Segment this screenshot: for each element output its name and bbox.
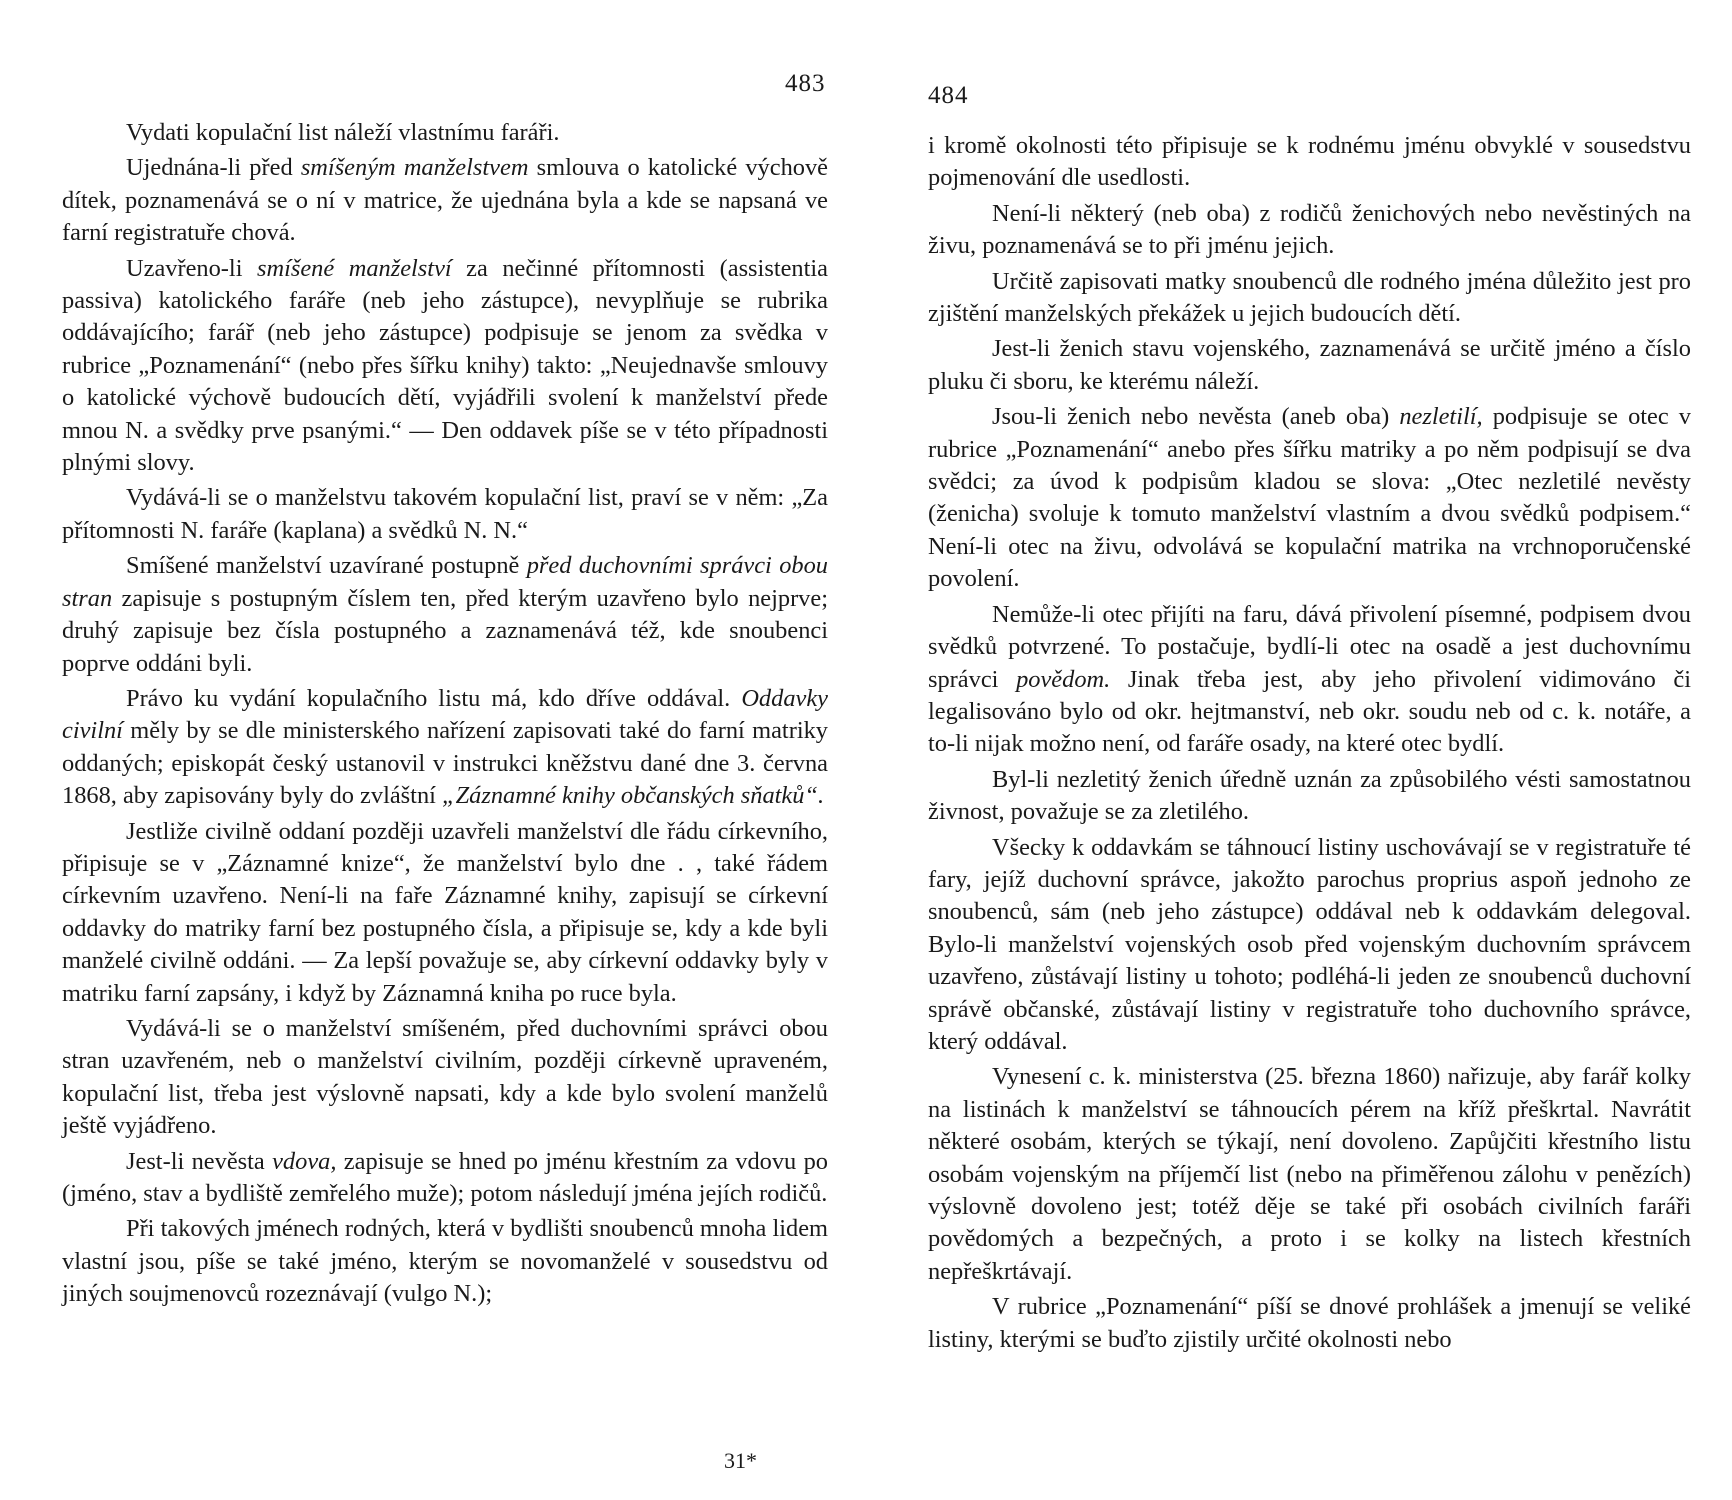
paragraph: Smíšené manželství uzavírané postupně před duchovními správci obou stran zapisuje s postupným číslem ten, před kterým uzavřeno bylo nejprve; druhý zapisuje bez čísla postupného a zaznamenává též, kde snoubenci poprve oddáni byli.: [62, 552, 828, 677]
paragraph: Vydává-li se o manželství smíšeném, před duchovními správci obou stran uzavřeném, neb o manželství civilním, později církevně upraveném, kopulační list, třeba jest výslovně napsati, kdy a kde bylo svolení manželů ještě vyjádřeno.: [62, 1014, 828, 1140]
italic-phrase: nezletilí,: [1399, 403, 1483, 431]
paragraph: Ujednána-li před smíšeným manželstvem smlouva o katolické výchově dítek, poznamenává se o ní v matrice, že ujednána byla a kde se napsaná ve farní registratuře chová.: [62, 154, 828, 247]
italic-phrase: „Záznamné knihy občanských sňatků“.: [442, 782, 825, 810]
italic-phrase: smíšeným manželstvem: [300, 154, 529, 182]
paragraph: Vynesení c. k. ministerstva (25. března 1860) nařizuje, aby farář kolky na listinách k manželství se táhnoucích pérem na kříž přeškrtal. Navrátit některé osobám, kterých se týkají, není dovoleno. Zapůjčiti křestního listu osobám vojenským na příjemčí list (nebo na přiměřenou zálohu v penězích) výslovně dovoleno jest; totéž děje se také při osobách civilních faráři povědomých a bezpečných, a proto i se kolky na listech křestních nepřeškrtávají.: [928, 1063, 1691, 1285]
paragraph: Právo ku vydání kopulačního listu má, kdo dříve oddával. Oddavky civilní měly by se dle ministerského nařízení zapisovati také do farní matriky oddaných; episkopát český ustanovil v instrukci kněžstvu dané dne 3. června 1868, aby zapisovány byly do zvláštní „Záznamné knihy občanských sňatků“.: [62, 684, 828, 810]
paragraph: Všecky k oddavkám se táhnoucí listiny uschovávají se v registratuře té fary, jejíž duchovní správce, jakožto parochus proprius aspoň jednoho ze snoubenců, sám (neb jeho zástupce) oddával neb k oddavkám delegoval. Bylo-li manželství vojenských osob před vojenským duchovním správcem uzavřeno, zůstávají listiny u tohoto; podléhá-li jeden ze snoubenců duchovní správě občanské, zůstávají listiny v registratuře toho duchovního správce, který oddával.: [928, 833, 1691, 1055]
page-body: [62, 117, 828, 1314]
page-body: [928, 130, 1691, 1359]
paragraph: Vydává-li se o manželstvu takovém kopulační list, praví se v něm: „Za přítomnosti N. faráře (kaplana) a svědků N. N.“: [62, 484, 828, 544]
paragraph: Jest-li nevěsta vdova, zapisuje se hned po jménu křestním za vdovu po (jméno, stav a bydliště zemřelého muže); potom následují jména jejích rodičů.: [62, 1147, 828, 1207]
paragraph: Vydati kopulační list náleží vlastnímu faráři.: [126, 119, 560, 146]
paragraph: Jsou-li ženich nebo nevěsta (aneb oba) nezletilí, podpisuje se otec v rubrice „Poznamenání“ anebo přes šířku matriky a po něm podpisují se dva svědci; za úvod k podpisům kladou se slova: „Otec nezletilé nevěsty (ženicha) svoluje k tomuto manželství vlastním a dvou svědků podpisem.“ Není-li otec na živu, odvolává se kopulační matrika na vrchnoporučenské povolení.: [928, 403, 1691, 593]
paragraph: Při takových jménech rodných, která v bydlišti snoubenců mnoha lidem vlastní jsou, píše se také jméno, kterým se novomanželé v sousedstvu od jiných soujmenovců rozeznávají (vulgo N.);: [62, 1215, 828, 1308]
paragraph: i kromě okolnosti této připisuje se k rodnému jménu obvyklé v sousedstvu pojmenování dle usedlosti.: [928, 132, 1691, 192]
paragraph: Není-li některý (neb oba) z rodičů ženichových nebo nevěstiných na živu, poznamenává se to při jménu jejich.: [928, 199, 1691, 260]
italic-phrase: povědom.: [1016, 665, 1111, 693]
italic-phrase: smíšené manželství: [256, 254, 452, 282]
italic-phrase: vdova,: [272, 1147, 337, 1175]
paragraph: V rubrice „Poznamenání“ píší se dnové prohlášek a jmenují se veliké listiny, kterými se buďto zjistily určité okolnosti nebo: [928, 1293, 1691, 1353]
paragraph: Jestliže civilně oddaní později uzavřeli manželství dle řádu církevního, připisuje se v „Záznamné knize“, že manželství bylo dne . , také řádem církevním uzavřeno. Není-li na faře Záznamné knihy, zapisují se církevní oddavky do matriky farní bez postupného čísla, a připisuje se, kdy a kde byli manželé civilně oddáni. — Za lepší považuje se, aby církevní oddavky byly v matriku farní zapsány, i když by Záznamná kniha po ruce byla.: [62, 817, 828, 1007]
paragraph: Byl-li nezletitý ženich úředně uznán za způsobilého vésti samostatnou živnost, považuje se za zletilého.: [928, 765, 1691, 826]
signature-mark: 31*: [724, 1448, 757, 1473]
paragraph: Uzavřeno-li smíšené manželství za nečinné přítomnosti (assistentia passiva) katolického faráře (neb jeho zástupce), nevyplňuje se rubrika oddávajícího; farář (neb jeho zástupce) podpisuje se jenom za svědka v rubrice „Poznamenání“ (nebo přes šířku knihy) takto: „Neujednavše smlouvy o katolické výchově budoucích dětí, vyjádřili svolení k manželství přede mnou N. a svědky prve psanými.“ — Den oddavek píše se v této případnosti plnými slovy.: [62, 254, 828, 477]
paragraph: Jest-li ženich stavu vojenského, zaznamenává se určitě jméno a číslo pluku či sboru, ke kterému náleží.: [928, 335, 1691, 395]
italic-phrase: Oddavky civilní: [62, 684, 828, 745]
italic-phrase: před duchovními správci obou stran: [62, 552, 828, 612]
page-number: 484: [928, 82, 969, 109]
page-number: 483: [785, 70, 826, 97]
paragraph: Nemůže-li otec přijíti na faru, dává přivolení písemné, podpisem dvou svědků potvrzené. To postačuje, bydlí-li otec na osadě a jest duchovnímu správci povědom. Jinak třeba jest, aby jeho přivolení vidimováno či legalisováno bylo od okr. hejtmanství, neb okr. soudu neb od c. k. notáře, a to-li nijak možno není, od faráře osady, na které otec bydlí.: [928, 600, 1692, 758]
paragraph: Určitě zapisovati matky snoubenců dle rodného jména důležito jest pro zjištění manželských překážek u jejich budoucích dětí.: [928, 267, 1691, 328]
